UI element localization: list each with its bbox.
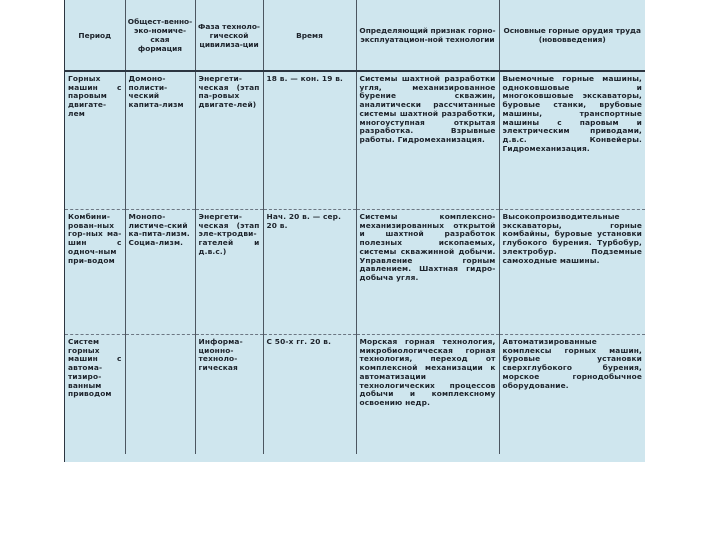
cell-feature: Системы комплексно-механизированных открытой и шахтной разработок полезных ископаемых, системы скважинной добычи. Управление горным давлением. Шахтная гидро-добыча угля. <box>356 210 499 335</box>
cell-time: Нач. 20 в. — сер. 20 в. <box>263 210 356 335</box>
cell-phase: Энергети-ческая (этап па-ровых двигате-лей) <box>195 71 263 210</box>
header-phase: Фаза техноло-гической цивилиза-ции <box>195 0 263 71</box>
cell-feature: Морская горная технология, микробиологическая горная технология, переход от комплексной механизации к автоматизации технологических процессов добычи и комплексному освоению недр. <box>356 335 499 455</box>
table-row <box>65 210 645 335</box>
table-sheet <box>64 0 645 462</box>
header-tools: Основные горные орудия труда (нововведения) <box>499 0 645 71</box>
header-row <box>65 0 645 71</box>
table-row <box>65 335 645 455</box>
table-row <box>65 71 645 210</box>
cell-formation: Монопо-листиче-ский ка-пита-лизм. Социа-лизм. <box>125 210 195 335</box>
cell-period: Систем горных машин с автома-тизиро-ванным приводом <box>65 335 125 455</box>
header-feature: Определяющий признак горно-эксплуатацион-ной технологии <box>356 0 499 71</box>
cell-tools: Автоматизированные комплексы горных машин, буровые установки сверхглубокого бурения, морское горнодобычное оборудование. <box>502 337 642 390</box>
technology-periods-table <box>65 0 645 454</box>
cell-time: С 50-х гг. 20 в. <box>263 335 356 455</box>
header-time: Время <box>263 0 356 71</box>
cell-formation: Домоно-полисти-ческий капита-лизм <box>125 71 195 210</box>
cell-phase: Информа-ционно-техноло-гическая <box>195 335 263 455</box>
cell-period: Горных машин с паровым двигате-лем <box>65 71 125 210</box>
cell-time: 18 в. — кон. 19 в. <box>263 71 356 210</box>
cell-phase: Энергети-ческая (этап эле-ктродви-гателей и д.в.с.) <box>195 210 263 335</box>
cell-period: Комбини-рован-ных гор-ных ма-шин с одноч-ным при-водом <box>65 210 125 335</box>
cell-tools: Выемочные горные машины, одноковшовые и многоковшовые экскаваторы, буровые станки, врубовые машины, транспортные машины с паровым и электрическим приводами, д.в.с. Конвейеры. Гидромеханизация. <box>499 71 645 210</box>
header-formation: Общест-венно-эко-номиче-ская формация <box>125 0 195 71</box>
header-period: Период <box>65 0 125 71</box>
cell-feature: Системы шахтной разработки угля, механизированное бурение скважин, аналитически рассчитанные системы шахтной разработки, многоуступная открытая разработка. Взрывные работы. Гидромеханизация. <box>356 71 499 210</box>
cell-formation <box>125 335 195 455</box>
cell-tools: Высокопроизводительные экскаваторы, горные комбайны, буровые установки глубокого бурения. Турбобур, электробур. Подземные самоходные машины. <box>499 210 645 335</box>
